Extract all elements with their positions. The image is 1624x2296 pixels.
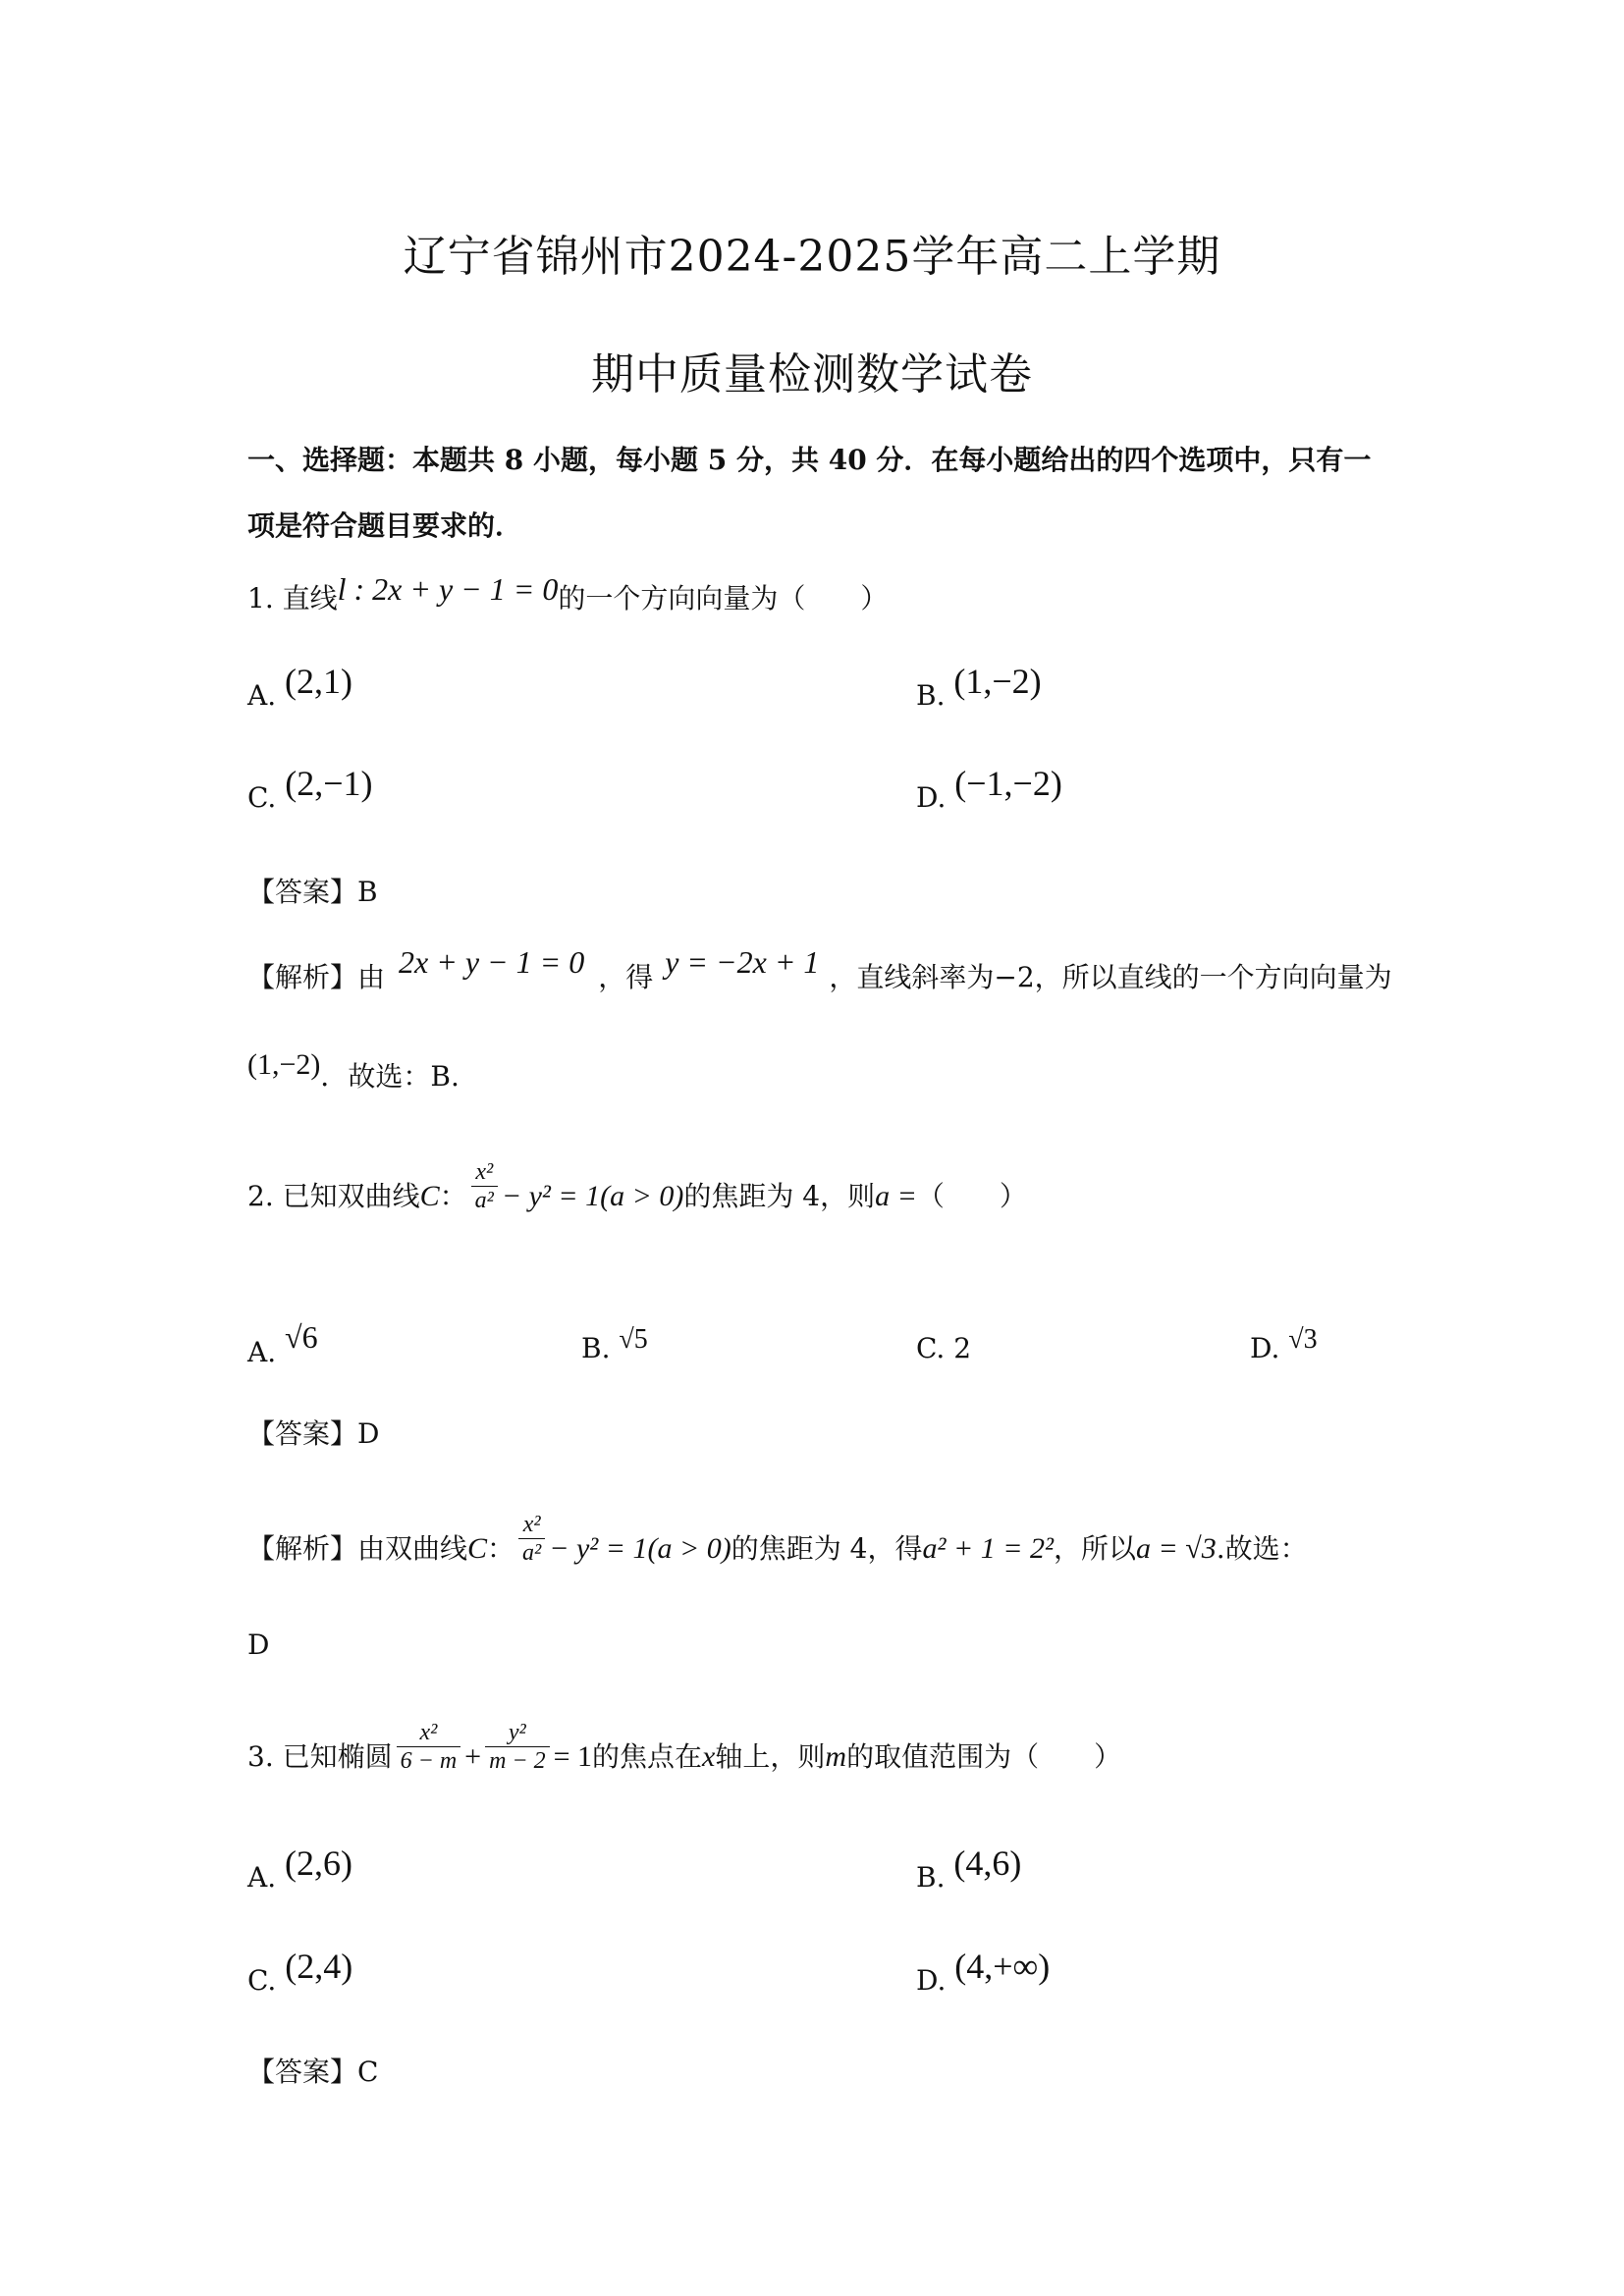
option-label: B. xyxy=(916,1861,946,1894)
q2-expr-rest: − y² = 1(a > 0) xyxy=(501,1180,684,1212)
q2-frac-num: x² xyxy=(475,1159,494,1185)
q1-analysis-end: ．故选：B. xyxy=(320,1060,460,1093)
q3-eq: = 1 xyxy=(553,1740,593,1773)
q3-prefix: 3. 已知椭圆 xyxy=(247,1740,393,1773)
q2-suffix: 的焦距为 4，则 xyxy=(683,1180,876,1212)
q1-option-b[interactable] xyxy=(916,662,1042,712)
q1-expression: l : 2x + y − 1 = 0 xyxy=(337,571,559,607)
option-label: A. xyxy=(247,1861,277,1894)
q3-m: m xyxy=(825,1740,847,1773)
q3-suffix3: 的取值范围为（ ） xyxy=(846,1740,1122,1773)
q2-analysis-prefix: 【解析】由双曲线 xyxy=(247,1532,468,1565)
q1-analysis-expr2: y = −2x + 1 xyxy=(665,944,820,980)
q2-answer: 【答案】D xyxy=(247,1417,380,1450)
option-label: A. xyxy=(247,679,277,712)
q2-frac-den: a² xyxy=(518,1538,545,1565)
q2-analysis-end: .故选： xyxy=(1216,1532,1308,1565)
option-label: C. xyxy=(247,781,277,814)
q2-analysis-mid2: ，所以 xyxy=(1053,1532,1136,1565)
q2-frac-num: x² xyxy=(522,1512,541,1537)
q2-option-c[interactable] xyxy=(916,1332,972,1364)
q3-fraction-1 xyxy=(397,1721,461,1773)
q1-prefix: 1. 直线 xyxy=(247,582,338,614)
section-header-line2: 项是符合题目要求的． xyxy=(247,509,523,542)
q2-analysis xyxy=(247,1512,1308,1576)
q1-analysis-cont xyxy=(247,1048,460,1093)
option-label: D. xyxy=(916,781,947,814)
option-label: B. xyxy=(581,1332,611,1364)
q3-option-a[interactable] xyxy=(247,1843,353,1894)
q3-plus: + xyxy=(464,1740,482,1773)
option-value: (−1,−2) xyxy=(954,764,1062,803)
option-value: (2,1) xyxy=(285,662,353,701)
q2-curve-name: C xyxy=(419,1180,440,1212)
option-label: D. xyxy=(1250,1332,1280,1364)
q3-option-b[interactable] xyxy=(916,1843,1022,1894)
q3-fraction-2 xyxy=(485,1721,550,1773)
option-value: (2,−1) xyxy=(285,764,373,803)
option-value: (4,6) xyxy=(953,1843,1022,1883)
q1-analysis-expr1: 2x + y − 1 = 0 xyxy=(399,944,585,980)
q3-suffix1: 的焦点在 xyxy=(592,1740,703,1773)
q2-analysis-fraction xyxy=(518,1513,545,1565)
q2-bracket: （ ） xyxy=(916,1180,1027,1212)
option-value: √5 xyxy=(619,1324,648,1355)
option-label: D. xyxy=(916,1964,947,1997)
q2-option-d[interactable] xyxy=(1250,1324,1318,1364)
q2-frac-den: a² xyxy=(471,1186,498,1212)
q1-analysis-prefix: 【解析】由 xyxy=(247,961,386,993)
q1-analysis-mid2: ，直线斜率为−2，所以直线的一个方向向量为 xyxy=(829,961,1392,993)
question-3 xyxy=(247,1720,1122,1785)
option-label: C. xyxy=(247,1964,277,1997)
q2-curve-name: C xyxy=(467,1532,488,1565)
q2-expr-rest: − y² = 1(a > 0) xyxy=(549,1532,731,1565)
option-value: (2,6) xyxy=(285,1843,353,1883)
q2-prefix: 2. 已知双曲线 xyxy=(247,1180,420,1212)
q2-analysis-mid: 的焦距为 4，得 xyxy=(731,1532,923,1565)
q2-analysis-cont: D xyxy=(247,1629,270,1661)
q2-fraction xyxy=(471,1160,498,1212)
q3-suffix2: 轴上，则 xyxy=(715,1740,826,1773)
q1-analysis-expr3: (1,−2) xyxy=(247,1048,321,1081)
option-value: (1,−2) xyxy=(953,662,1042,701)
option-value: √3 xyxy=(1288,1324,1318,1355)
question-2 xyxy=(247,1159,1027,1224)
question-1 xyxy=(247,571,889,614)
q3-option-c[interactable] xyxy=(247,1947,353,1997)
q1-analysis xyxy=(247,944,1392,993)
q1-option-a[interactable] xyxy=(247,662,353,712)
q1-suffix: 的一个方向向量为（ ） xyxy=(558,582,889,614)
section-header-line1: 一、选择题：本题共 8 小题，每小题 5 分，共 40 分．在每小题给出的四个选项中，只有一 xyxy=(247,444,1372,476)
q3-frac1-den: 6 − m xyxy=(397,1746,461,1773)
q3-x: x xyxy=(702,1740,716,1773)
option-label: B. xyxy=(916,679,946,712)
q3-frac1-num: x² xyxy=(419,1720,438,1745)
page-subtitle: 期中质量检测数学试卷 xyxy=(591,349,1033,400)
option-value: (4,+∞) xyxy=(954,1947,1051,1986)
q3-frac2-num: y² xyxy=(508,1720,526,1745)
option-value: (2,4) xyxy=(285,1947,353,1986)
q2-option-b[interactable] xyxy=(581,1324,648,1364)
option-label: A. xyxy=(247,1336,277,1368)
q1-option-d[interactable] xyxy=(916,764,1062,814)
q2-option-a[interactable] xyxy=(247,1319,318,1368)
q1-option-c[interactable] xyxy=(247,764,373,814)
page-title: 辽宁省锦州市2024-2025学年高二上学期 xyxy=(403,232,1221,282)
q2-colon: ： xyxy=(487,1532,515,1565)
q2-colon: ： xyxy=(439,1180,467,1212)
option-value: √6 xyxy=(285,1319,318,1355)
option-label: C. xyxy=(916,1332,946,1364)
q2-a-eq: a = xyxy=(875,1180,917,1212)
q3-option-d[interactable] xyxy=(916,1947,1051,1997)
q2-analysis-expr: a² + 1 = 2² xyxy=(922,1532,1054,1565)
q1-analysis-mid1: ，得 xyxy=(598,961,654,993)
q1-answer: 【答案】B xyxy=(247,876,378,908)
q3-frac2-den: m − 2 xyxy=(485,1746,550,1773)
option-value: 2 xyxy=(953,1332,972,1364)
q3-answer: 【答案】C xyxy=(247,2056,379,2088)
q2-analysis-expr2: a = √3 xyxy=(1136,1532,1217,1565)
